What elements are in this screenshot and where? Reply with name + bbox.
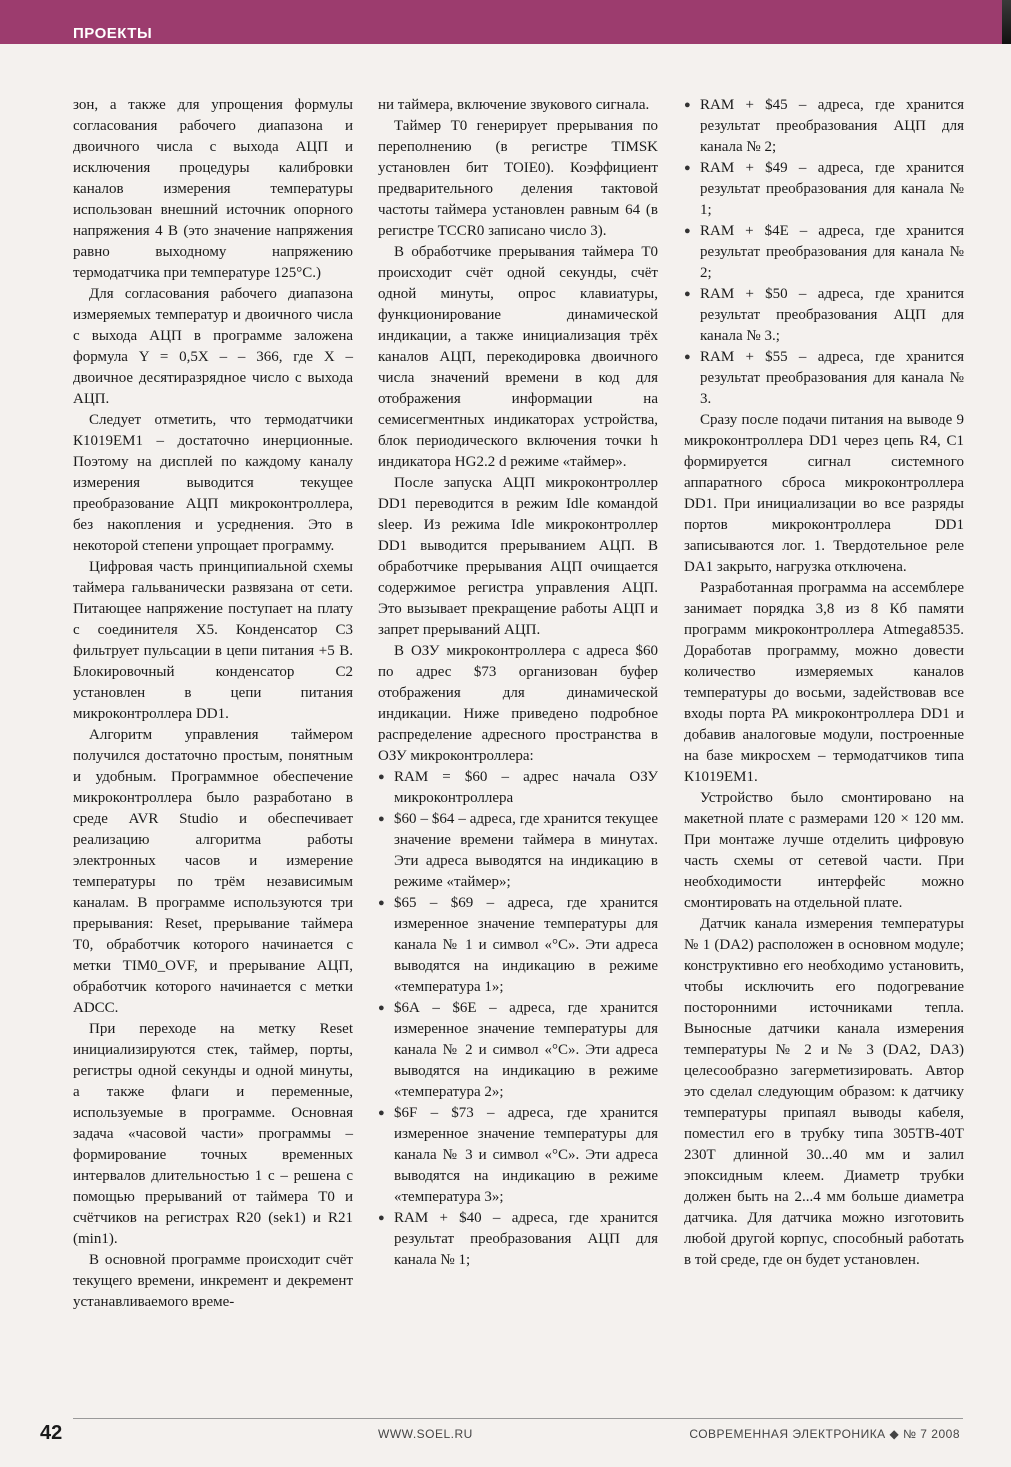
- journal-issue: СОВРЕМЕННАЯ ЭЛЕКТРОНИКА ◆ № 7 2008: [689, 1427, 960, 1441]
- list-item: ● RAM + $45 – адреса, где хранится результат преобразования АЦП для канала № 2;: [684, 95, 964, 158]
- list-item: ● $60 – $64 – адреса, где хранится текущее значение времени таймера в минутах. Эти адреса выводятся на индикацию в режиме «таймер»;: [378, 809, 658, 893]
- paragraph: Устройство было смонтировано на макетной плате с размерами 120 × 120 мм. При монтаже лучше отделить цифровую часть схемы от сетевой части. При необходимости интерфейс можно смонтировать на отдельной плате.: [684, 790, 964, 911]
- article-column-1: [73, 95, 353, 1313]
- page-number: 42: [40, 1422, 63, 1444]
- list-item: ● $65 – $69 – адреса, где хранится измеренное значение температуры для канала № 1 и символ «°С». Эти адреса выводятся на индикацию в режиме «температура 1»;: [378, 893, 658, 998]
- paragraph: В ОЗУ микроконтроллера с адреса $60 по адрес $73 организован буфер отображения для динамической индикации. Ниже приведено подробное распределение адресного пространства в ОЗУ микроконтроллера:: [378, 643, 658, 764]
- site-url[interactable]: WWW.SOEL.RU: [378, 1427, 473, 1441]
- list-item: ● $6F – $73 – адреса, где хранится измеренное значение температуры для канала № 3 и символ «°С». Эти адреса выводятся на индикацию в режиме «температура 3»;: [378, 1103, 658, 1208]
- paragraph: В обработчике прерывания таймера Т0 происходит счёт одной секунды, счёт одной минуты, опрос клавиатуры, функционирование динамической индикации, а также инициализация трёх каналов АЦП, перекодировка двоичного числа значений времени в код для отображения информации на семисегментных индикаторах устройства, блок периодического включения точки h индикатора HG2.2 d режиме «таймер».: [378, 244, 658, 470]
- list-item: ● RAM + $55 – адреса, где хранится результат преобразования для канала № 3.: [684, 347, 964, 410]
- list-item: ● $6А – $6Е – адреса, где хранится измеренное значение температуры для канала № 2 и символ «°С». Эти адреса выводятся на индикацию в режиме «температура 2»;: [378, 998, 658, 1103]
- list-item: ● RAM + $49 – адреса, где хранится результат преобразования для канала № 1;: [684, 158, 964, 221]
- paragraph: Следует отметить, что термодатчики К1019ЕМ1 – достаточно инерционные. Поэтому на дисплей по каждому каналу измерения выводится текущее преобразование АЦП микроконтроллера, без накопления и усреднения. Это в некоторой степени упрощает программу.: [73, 412, 353, 554]
- paragraph: При переходе на метку Reset инициализируются стек, таймер, порты, регистры одной секунды и одной минуты, а также флаги и переменные, используемые в программе. Основная задача «часовой части» программы – формирование точных временных интервалов длительностью 1 с – решена с помощью прерываний от таймера Т0 и счётчиков на регистрах R20 (sek1) и R21 (min1).: [73, 1021, 353, 1247]
- paragraph: Сразу после подачи питания на выводе 9 микроконтроллера DD1 через цепь R4, C1 формируется сигнал системного аппаратного сброса микроконтроллера DD1. При инициализации во все разряды портов микроконтроллера DD1 записываются лог. 1. Твердотельное реле DA1 закрыто, нагрузка отключена.: [684, 412, 964, 575]
- paragraph: В основной программе происходит счёт текущего времени, инкремент и декремент устанавливаемого време-: [73, 1252, 353, 1310]
- paragraph: После запуска АЦП микроконтроллер DD1 переводится в режим Idle командой sleep. Из режима Idle микроконтроллер DD1 выводится прерыванием АЦП. В обработчике прерывания АЦП очищается содержимое регистра управления АЦП. Это вызывает прекращение работы АЦП и запрет прерываний АЦП.: [378, 475, 658, 638]
- paragraph: Для согласования рабочего диапазона измеряемых температур и двоичного числа с выхода АЦП в программе заложена формула Y = 0,5X – – 366, где Х – двоичное десятиразрядное число с выхода АЦП.: [73, 286, 353, 407]
- paragraph: Алгоритм управления таймером получился достаточно простым, понятным и удобным. Программное обеспечение микроконтроллера было разработано в среде AVR Studio и обеспечивает реализацию алгоритма работы электронных часов и измерение температуры по трём независимым каналам. В программе используются три прерывания: Reset, прерывание таймера Т0, обработчик которого начинается с метки TIM0_OVF, и прерывание АЦП, обработчик которого начинается с метки ADCC.: [73, 727, 353, 1016]
- address-list: [378, 767, 658, 1271]
- list-item: ● RAM = $60 – адрес начала ОЗУ микроконтроллера: [378, 767, 658, 809]
- paragraph: Таймер Т0 генерирует прерывания по переполнению (в регистре TIMSK установлен бит TOIE0). Коэффициент предварительного деления тактовой частоты таймера установлен равным 64 (в регистре TCCR0 записано число 3).: [378, 118, 658, 239]
- paragraph: Разработанная программа на ассемблере занимает порядка 3,8 из 8 Кб памяти программ микроконтроллера Atmega8535. Доработав программу, можно довести количество измеряемых каналов температуры до восьми, задействовав все входы порта РА микроконтроллера DD1 и добавив аналоговые модули, построенные на базе микросхем – термодатчиков типа К1019ЕМ1.: [684, 580, 964, 785]
- list-item: ● RAM + $40 – адреса, где хранится результат преобразования АЦП для канала № 1;: [378, 1208, 658, 1271]
- paragraph: зон, а также для упрощения формулы согласования рабочего диапазона и двоичного числа с выхода АЦП и исключения процедуры калибровки каналов измерения температуры использован внешний источник опорного напряжения 4 В (это значение напряжения равно выходному напряжению термодатчика при температуре 125°С.): [73, 97, 353, 281]
- section-title: ПРОЕКТЫ: [73, 25, 153, 42]
- paragraph: Цифровая часть принципиальной схемы таймера гальванически развязана от сети. Питающее напряжение поступает на плату с соединителя Х5. Конденсатор С3 фильтрует пульсации в цепи питания +5 В. Блокировочный конденсатор С2 установлен в цепи питания микроконтроллера DD1.: [73, 559, 353, 722]
- paragraph: Датчик канала измерения температуры № 1 (DA2) расположен в основном модуле; конструктивно его необходимо установить, чтобы исключить его подогревание посторонними источниками тепла. Выносные датчики канала измерения температуры № 2 и № 3 (DA2, DA3) целесообразно загерметизировать. Автор это сделал следующим образом: к датчику температуры припаял выводы кабеля, поместил его в трубку типа 305ТВ-40Т 230Т длинной 30...40 мм и залил эпоксидным клеем. Диаметр трубки должен быть на 2...4 мм больше диаметра датчика. Для датчика можно изготовить любой другой корпус, способный работать в той среде, где он будет установлен.: [684, 916, 964, 1268]
- footer-rule: [73, 1418, 963, 1419]
- article-column-2: [378, 95, 658, 1271]
- article-column-3: [684, 95, 964, 1271]
- list-item: ● RAM + $50 – адреса, где хранится результат преобразования АЦП для канала № 3.;: [684, 284, 964, 347]
- list-item: ● RAM + $4E – адреса, где хранится результат преобразования для канала № 2;: [684, 221, 964, 284]
- paragraph: ни таймера, включение звукового сигнала.: [378, 97, 650, 113]
- address-list: [684, 95, 964, 410]
